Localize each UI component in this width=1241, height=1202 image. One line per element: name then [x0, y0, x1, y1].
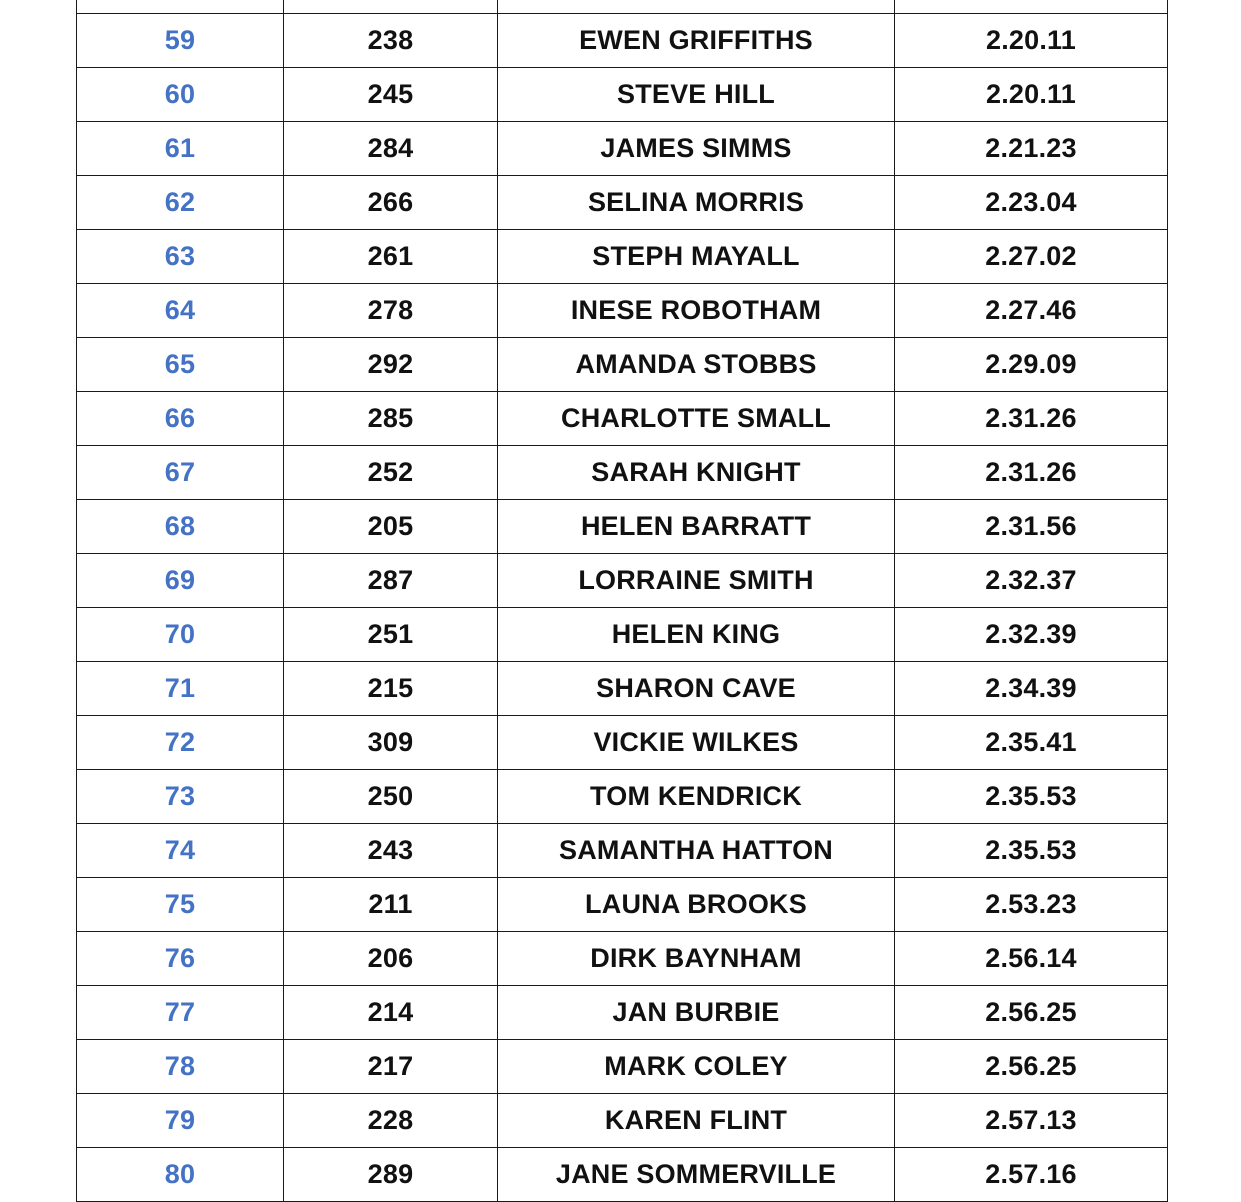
- runner-name-cell: SAMANTHA HATTON: [498, 824, 895, 878]
- position-cell: 70: [77, 608, 284, 662]
- runner-name-cell: EWEN GRIFFITHS: [498, 14, 895, 68]
- table-row: [77, 392, 1168, 446]
- runner-number-cell: 228: [284, 1094, 498, 1148]
- results-table: [76, 0, 1168, 1202]
- runner-number-cell: 252: [284, 446, 498, 500]
- runner-number-cell: 309: [284, 716, 498, 770]
- position-cell: 73: [77, 770, 284, 824]
- table-row: [77, 716, 1168, 770]
- runner-name-cell: STEVE HILL: [498, 68, 895, 122]
- position-cell: 77: [77, 986, 284, 1040]
- table-row: [77, 14, 1168, 68]
- table-row: [77, 230, 1168, 284]
- runner-number-cell: 211: [284, 878, 498, 932]
- runner-number-cell: 278: [284, 284, 498, 338]
- finish-time-cell: 2.31.26: [895, 392, 1168, 446]
- finish-time-cell: 2.34.39: [895, 662, 1168, 716]
- position-cell: 75: [77, 878, 284, 932]
- table-row: [77, 662, 1168, 716]
- runner-name-cell: MARK COLEY: [498, 1040, 895, 1094]
- runner-number-cell: 289: [284, 1148, 498, 1202]
- runner-name-cell: KAREN FLINT: [498, 1094, 895, 1148]
- runner-number-cell: 215: [284, 662, 498, 716]
- finish-time-cell: 2.29.09: [895, 338, 1168, 392]
- runner-name-cell: JANE SOMMERVILLE: [498, 1148, 895, 1202]
- finish-time-cell: [895, 0, 1168, 14]
- table-row: [77, 500, 1168, 554]
- table-row: [77, 176, 1168, 230]
- runner-number-cell: 214: [284, 986, 498, 1040]
- runner-number-cell: [284, 0, 498, 14]
- runner-number-cell: 287: [284, 554, 498, 608]
- finish-time-cell: 2.21.23: [895, 122, 1168, 176]
- runner-number-cell: 266: [284, 176, 498, 230]
- runner-name-cell: LORRAINE SMITH: [498, 554, 895, 608]
- finish-time-cell: 2.27.46: [895, 284, 1168, 338]
- runner-number-cell: 245: [284, 68, 498, 122]
- position-cell: 64: [77, 284, 284, 338]
- runner-name-cell: SELINA MORRIS: [498, 176, 895, 230]
- table-row: [77, 608, 1168, 662]
- finish-time-cell: 2.35.53: [895, 770, 1168, 824]
- runner-number-cell: 261: [284, 230, 498, 284]
- finish-time-cell: 2.20.11: [895, 14, 1168, 68]
- runner-name-cell: JAN BURBIE: [498, 986, 895, 1040]
- table-row: [77, 554, 1168, 608]
- position-cell: 62: [77, 176, 284, 230]
- runner-number-cell: 251: [284, 608, 498, 662]
- position-cell: 59: [77, 14, 284, 68]
- table-row: [77, 338, 1168, 392]
- table-row: [77, 122, 1168, 176]
- finish-time-cell: 2.56.25: [895, 986, 1168, 1040]
- position-cell: 63: [77, 230, 284, 284]
- finish-time-cell: 2.31.26: [895, 446, 1168, 500]
- finish-time-cell: 2.57.16: [895, 1148, 1168, 1202]
- position-cell: [77, 0, 284, 14]
- finish-time-cell: 2.27.02: [895, 230, 1168, 284]
- table-row: [77, 446, 1168, 500]
- runner-name-cell: HELEN BARRATT: [498, 500, 895, 554]
- runner-number-cell: 284: [284, 122, 498, 176]
- finish-time-cell: 2.20.11: [895, 68, 1168, 122]
- finish-time-cell: 2.35.41: [895, 716, 1168, 770]
- runner-name-cell: SHARON CAVE: [498, 662, 895, 716]
- runner-name-cell: CHARLOTTE SMALL: [498, 392, 895, 446]
- runner-number-cell: 250: [284, 770, 498, 824]
- table-row: [77, 68, 1168, 122]
- runner-name-cell: JAMES SIMMS: [498, 122, 895, 176]
- position-cell: 69: [77, 554, 284, 608]
- runner-name-cell: STEPH MAYALL: [498, 230, 895, 284]
- finish-time-cell: 2.56.25: [895, 1040, 1168, 1094]
- position-cell: 68: [77, 500, 284, 554]
- runner-number-cell: 243: [284, 824, 498, 878]
- position-cell: 65: [77, 338, 284, 392]
- table-row: [77, 932, 1168, 986]
- runner-name-cell: [498, 0, 895, 14]
- runner-name-cell: DIRK BAYNHAM: [498, 932, 895, 986]
- finish-time-cell: 2.56.14: [895, 932, 1168, 986]
- position-cell: 78: [77, 1040, 284, 1094]
- table-row: [77, 284, 1168, 338]
- finish-time-cell: 2.31.56: [895, 500, 1168, 554]
- position-cell: 67: [77, 446, 284, 500]
- position-cell: 61: [77, 122, 284, 176]
- finish-time-cell: 2.35.53: [895, 824, 1168, 878]
- runner-number-cell: 217: [284, 1040, 498, 1094]
- position-cell: 76: [77, 932, 284, 986]
- table-row: [77, 1094, 1168, 1148]
- runner-name-cell: TOM KENDRICK: [498, 770, 895, 824]
- table-row: [77, 824, 1168, 878]
- position-cell: 74: [77, 824, 284, 878]
- runner-name-cell: HELEN KING: [498, 608, 895, 662]
- table-row: [77, 986, 1168, 1040]
- table-row: [77, 0, 1168, 14]
- table-row: [77, 1040, 1168, 1094]
- finish-time-cell: 2.32.39: [895, 608, 1168, 662]
- table-row: [77, 1148, 1168, 1202]
- runner-name-cell: VICKIE WILKES: [498, 716, 895, 770]
- position-cell: 72: [77, 716, 284, 770]
- runner-number-cell: 238: [284, 14, 498, 68]
- runner-number-cell: 292: [284, 338, 498, 392]
- runner-name-cell: SARAH KNIGHT: [498, 446, 895, 500]
- runner-number-cell: 206: [284, 932, 498, 986]
- position-cell: 80: [77, 1148, 284, 1202]
- finish-time-cell: 2.32.37: [895, 554, 1168, 608]
- runner-number-cell: 285: [284, 392, 498, 446]
- finish-time-cell: 2.23.04: [895, 176, 1168, 230]
- table-row: [77, 878, 1168, 932]
- position-cell: 79: [77, 1094, 284, 1148]
- results-table-body: [77, 0, 1168, 1202]
- position-cell: 66: [77, 392, 284, 446]
- runner-name-cell: AMANDA STOBBS: [498, 338, 895, 392]
- runner-number-cell: 205: [284, 500, 498, 554]
- table-row: [77, 770, 1168, 824]
- position-cell: 60: [77, 68, 284, 122]
- finish-time-cell: 2.57.13: [895, 1094, 1168, 1148]
- position-cell: 71: [77, 662, 284, 716]
- runner-name-cell: LAUNA BROOKS: [498, 878, 895, 932]
- finish-time-cell: 2.53.23: [895, 878, 1168, 932]
- runner-name-cell: INESE ROBOTHAM: [498, 284, 895, 338]
